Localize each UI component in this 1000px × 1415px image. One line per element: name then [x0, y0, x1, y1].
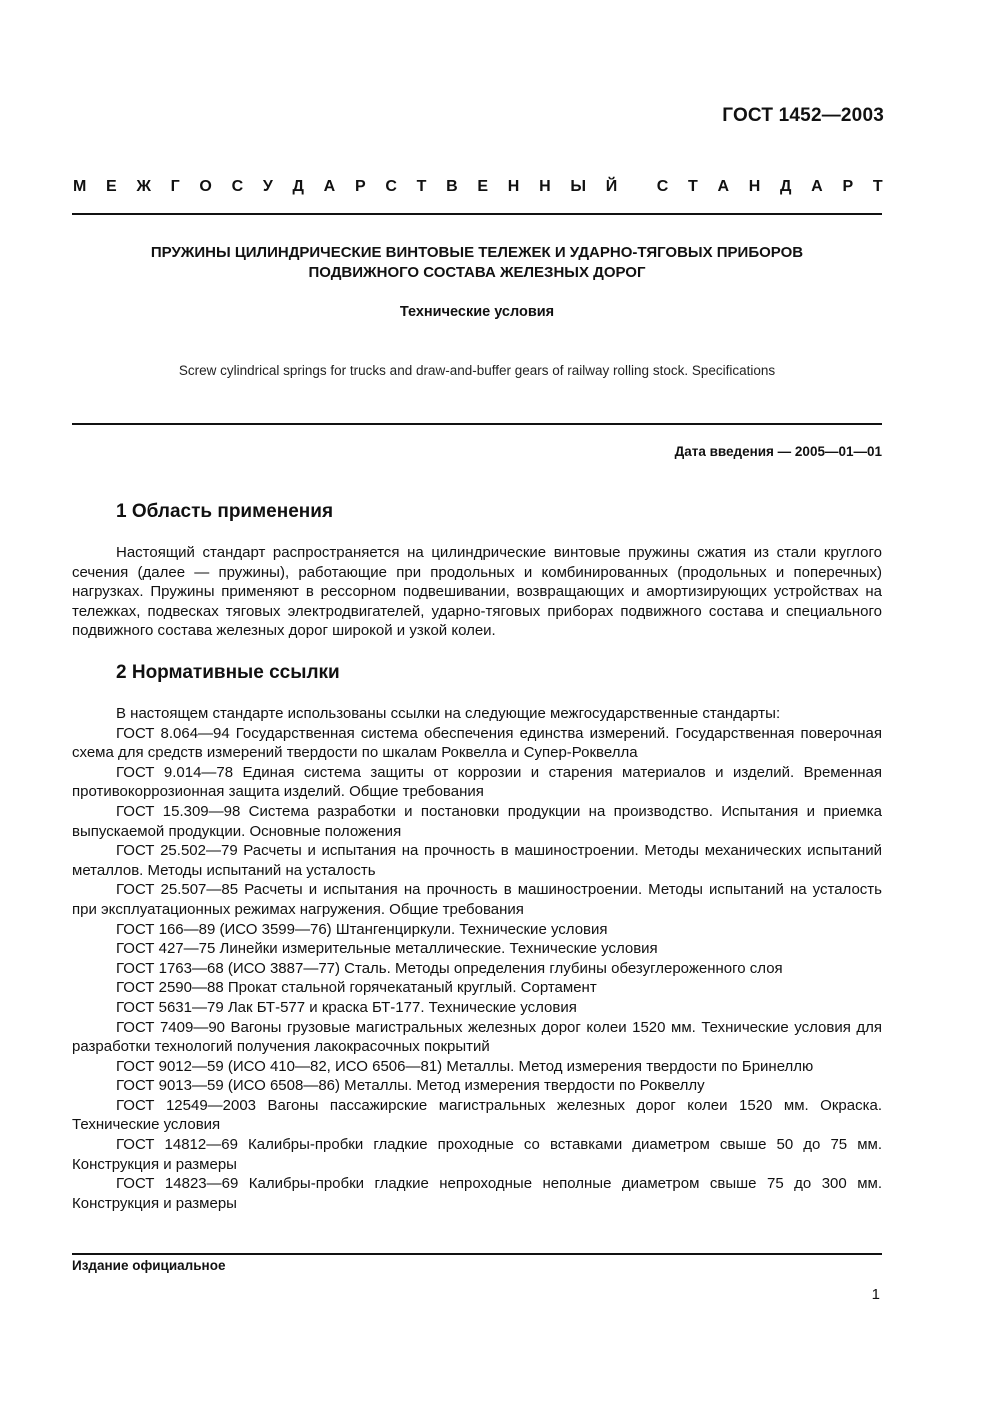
standard-type-letter: У	[262, 178, 273, 195]
standard-type-letter: М	[73, 178, 87, 195]
standard-type-letter: С	[656, 178, 669, 195]
standard-type-letter: Е	[106, 178, 117, 195]
reference-item: ГОСТ 2590—88 Прокат стальной горячекатаный круглый. Сортамент	[116, 979, 597, 997]
standard-type-letter: А	[717, 178, 730, 195]
english-title: Screw cylindrical springs for trucks and draw-and-buffer gears of railway rolling stock. Specifications	[178, 363, 776, 378]
standard-type-letter: Д	[292, 178, 304, 195]
title-divider	[72, 423, 882, 425]
document-number: ГОСТ 1452—2003	[722, 105, 884, 126]
standard-type-letter: С	[231, 178, 244, 195]
section-heading-references: 2 Нормативные ссылки	[116, 662, 340, 683]
reference-item: ГОСТ 25.502—79 Расчеты и испытания на прочность в машиностроении. Методы механических испытаний металлов. Методы испытаний на усталость	[72, 842, 882, 879]
standard-type-letter: А	[323, 178, 336, 195]
standard-type-heading	[73, 178, 883, 196]
paragraph: Настоящий стандарт распространяется на цилиндрические винтовые пружины сжатия из стали круглого сечения (далее — пружины), работающие при продольных и комбинированных (продольных и поперечных) нагрузках. Пружины применяют в рессорном подвешивании, возвращающих и амортизирующих устройствах на тележках, подвесках тяговых электродвигателей, ударно-тяговых приборах подвижного состава и специального подвижного состава железных дорог широкой и узкой колеи.	[72, 544, 882, 640]
reference-item: В настоящем стандарте использованы ссылки на следующие межгосударственные стандарты:	[116, 705, 781, 722]
standard-type-letter: Т	[687, 178, 698, 195]
section-heading-scope: 1 Область применения	[116, 501, 334, 522]
reference-item: ГОСТ 9013—59 (ИСО 6508—86) Металлы. Метод измерения твердости по Роквеллу	[116, 1077, 705, 1095]
document-subtitle: Технические условия	[399, 304, 555, 320]
reference-item: ГОСТ 7409—90 Вагоны грузовые магистральных железных дорог колеи 1520 мм. Технические условия для разработки технологий получения лакокрасочных покрытий	[72, 1018, 882, 1056]
introduction-date: Дата введения — 2005—01—01	[674, 444, 882, 459]
standard-type-letter: Ж	[136, 178, 151, 195]
top-divider	[72, 213, 882, 215]
standard-type-letter: Н	[507, 178, 520, 195]
standard-type-letter: Н	[539, 178, 551, 195]
reference-item: ГОСТ 1763—68 (ИСО 3887—77) Сталь. Методы определения глубины обезуглероженного слоя	[116, 959, 783, 977]
standard-type-letter: Т	[416, 178, 427, 195]
standard-type-letter: Е	[477, 178, 489, 195]
reference-item: ГОСТ 427—75 Линейки измерительные металлические. Технические условия	[116, 940, 658, 958]
standard-type-letter: Й	[605, 178, 618, 195]
title-line: ПРУЖИНЫ ЦИЛИНДРИЧЕСКИЕ ВИНТОВЫЕ ТЕЛЕЖЕК И УДАРНО-ТЯГОВЫХ ПРИБОРОВ	[150, 244, 804, 261]
reference-item: ГОСТ 5631—79 Лак БТ-577 и краска БТ-177. Технические условия	[116, 998, 577, 1016]
reference-item: ГОСТ 166—89 (ИСО 3599—76) Штангенциркули. Технические условия	[116, 920, 608, 938]
title-line: ПОДВИЖНОГО СОСТАВА ЖЕЛЕЗНЫХ ДОРОГ	[308, 264, 646, 281]
reference-item: ГОСТ 15.309—98 Система разработки и постановки продукции на производство. Испытания и приемка выпускаемой продукции. Основные положения	[72, 802, 882, 840]
edition-label: Издание официальное	[72, 1258, 226, 1273]
reference-item: ГОСТ 12549—2003 Вагоны пассажирские магистральных железных дорог колеи 1520 мм. Окраска. Технические условия	[72, 1096, 882, 1134]
reference-item: ГОСТ 8.064—94 Государственная система обеспечения единства измерений. Государственная поверочная схема для средств измерений твердости по шкалам Роквелла и Супер-Роквелла	[72, 724, 882, 762]
document-title	[72, 243, 882, 283]
reference-item: ГОСТ 14812—69 Калибры-пробки гладкие проходные со вставками диаметром свыше 50 до 75 мм. Конструкция и размеры	[72, 1136, 882, 1173]
standard-type-letter: А	[811, 178, 823, 195]
references-list	[72, 704, 882, 1213]
standard-type-letter: О	[199, 178, 212, 195]
reference-item: ГОСТ 14823—69 Калибры-пробки гладкие непроходные неполные диаметром свыше 75 до 300 мм. Конструкция и размеры	[72, 1175, 882, 1212]
scope-paragraph	[72, 543, 882, 641]
reference-item: ГОСТ 9.014—78 Единая система защиты от коррозии и старения материалов и изделий. Временная противокоррозионная защита изделий. Общие требования	[72, 763, 882, 801]
standard-type-letter: Д	[780, 178, 792, 195]
standard-type-letter: Н	[748, 178, 761, 195]
standard-type-letter: В	[446, 178, 458, 195]
reference-item: ГОСТ 9012—59 (ИСО 410—82, ИСО 6506—81) Металлы. Метод измерения твердости по Бринеллю	[116, 1057, 814, 1075]
standard-type-letter: Р	[842, 178, 854, 195]
standard-type-letter: Г	[170, 178, 180, 195]
reference-item: ГОСТ 25.507—85 Расчеты и испытания на прочность в машиностроении. Методы испытаний на усталость при эксплуатационных режимах нагружения. Общие требования	[72, 881, 882, 918]
standard-type-letter: Ы	[570, 178, 587, 195]
footer-divider	[72, 1253, 882, 1255]
page-number: 1	[871, 1286, 880, 1303]
standard-type-letter: Р	[354, 178, 366, 195]
standard-type-letter: С	[385, 178, 397, 195]
standard-type-letter: Т	[872, 178, 883, 195]
